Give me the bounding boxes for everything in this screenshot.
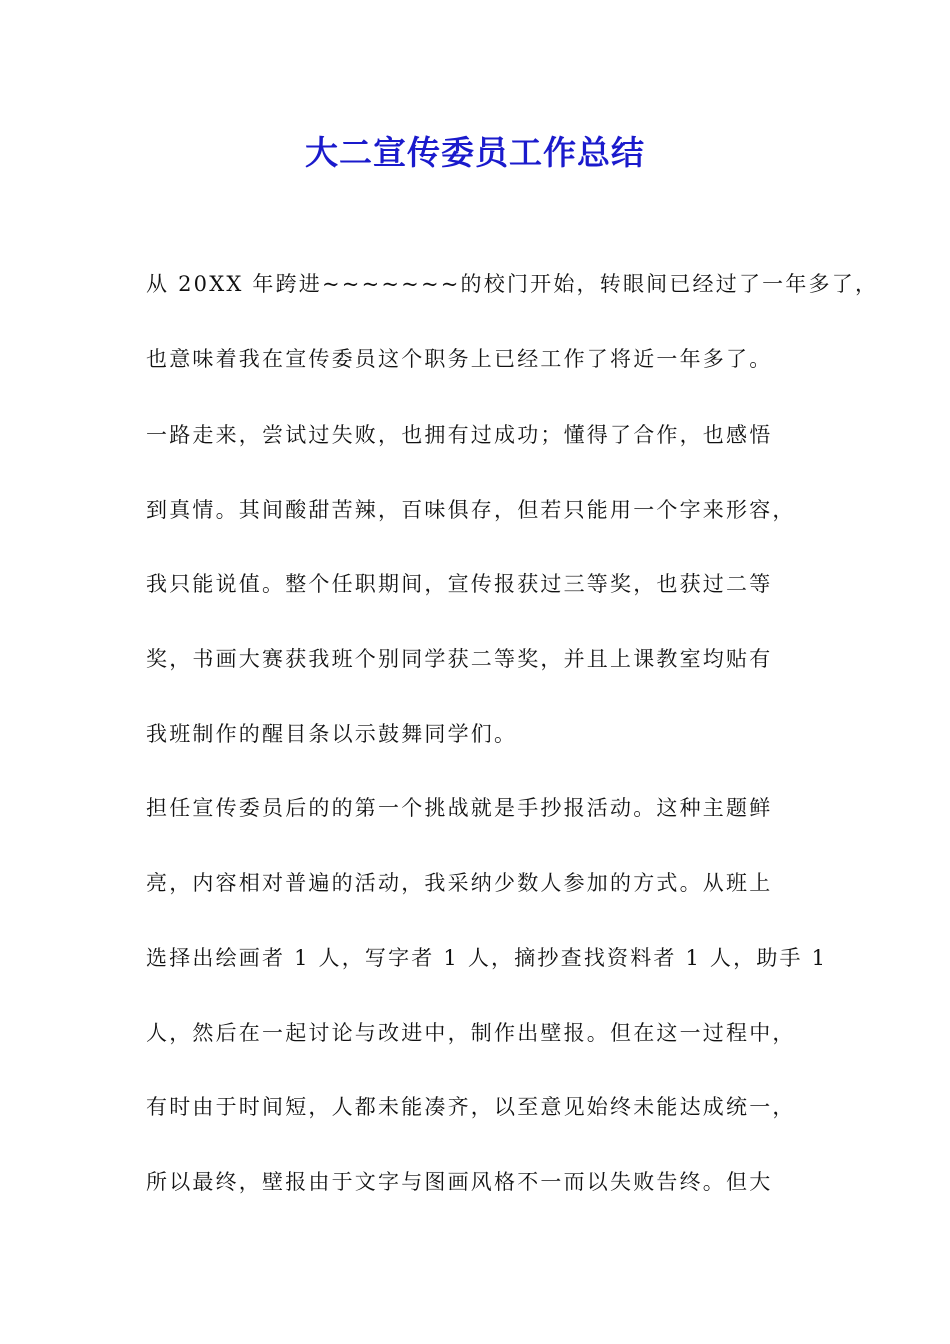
- text-line: 所以最终，壁报由于文字与图画风格不一而以失败告终。但大: [146, 1170, 773, 1194]
- text-line: 人，然后在一起讨论与改进中，制作出壁报。但在这一过程中，: [146, 1021, 796, 1045]
- text-line: 我班制作的醒目条以示鼓舞同学们。: [146, 722, 518, 746]
- text-line: 有时由于时间短，人都未能凑齐，以至意见始终未能达成统一，: [146, 1095, 796, 1119]
- text-line: 也意味着我在宣传委员这个职务上已经工作了将近一年多了。: [146, 347, 773, 371]
- text-line: 亮，内容相对普遍的活动，我采纳少数人参加的方式。从班上: [146, 871, 773, 895]
- text-line: 选择出绘画者 1 人，写字者 1 人，摘抄查找资料者 1 人，助手 1: [146, 946, 828, 970]
- text-line: 一路走来，尝试过失败，也拥有过成功；懂得了合作，也感悟: [146, 423, 773, 447]
- text-line: 到真情。其间酸甜苦辣，百味俱存，但若只能用一个字来形容，: [146, 498, 796, 522]
- text-line: 担任宣传委员后的的第一个挑战就是手抄报活动。这种主题鲜: [146, 796, 773, 820]
- document-title: 大二宣传委员工作总结: [305, 133, 645, 172]
- text-line: 我只能说值。整个任职期间，宣传报获过三等奖，也获过二等: [146, 572, 773, 596]
- text-line: 从 20XX 年跨进~~~~~~~的校门开始，转眼间已经过了一年多了，: [146, 272, 879, 296]
- text-line: 奖，书画大赛获我班个别同学获二等奖，并且上课教室均贴有: [146, 647, 773, 671]
